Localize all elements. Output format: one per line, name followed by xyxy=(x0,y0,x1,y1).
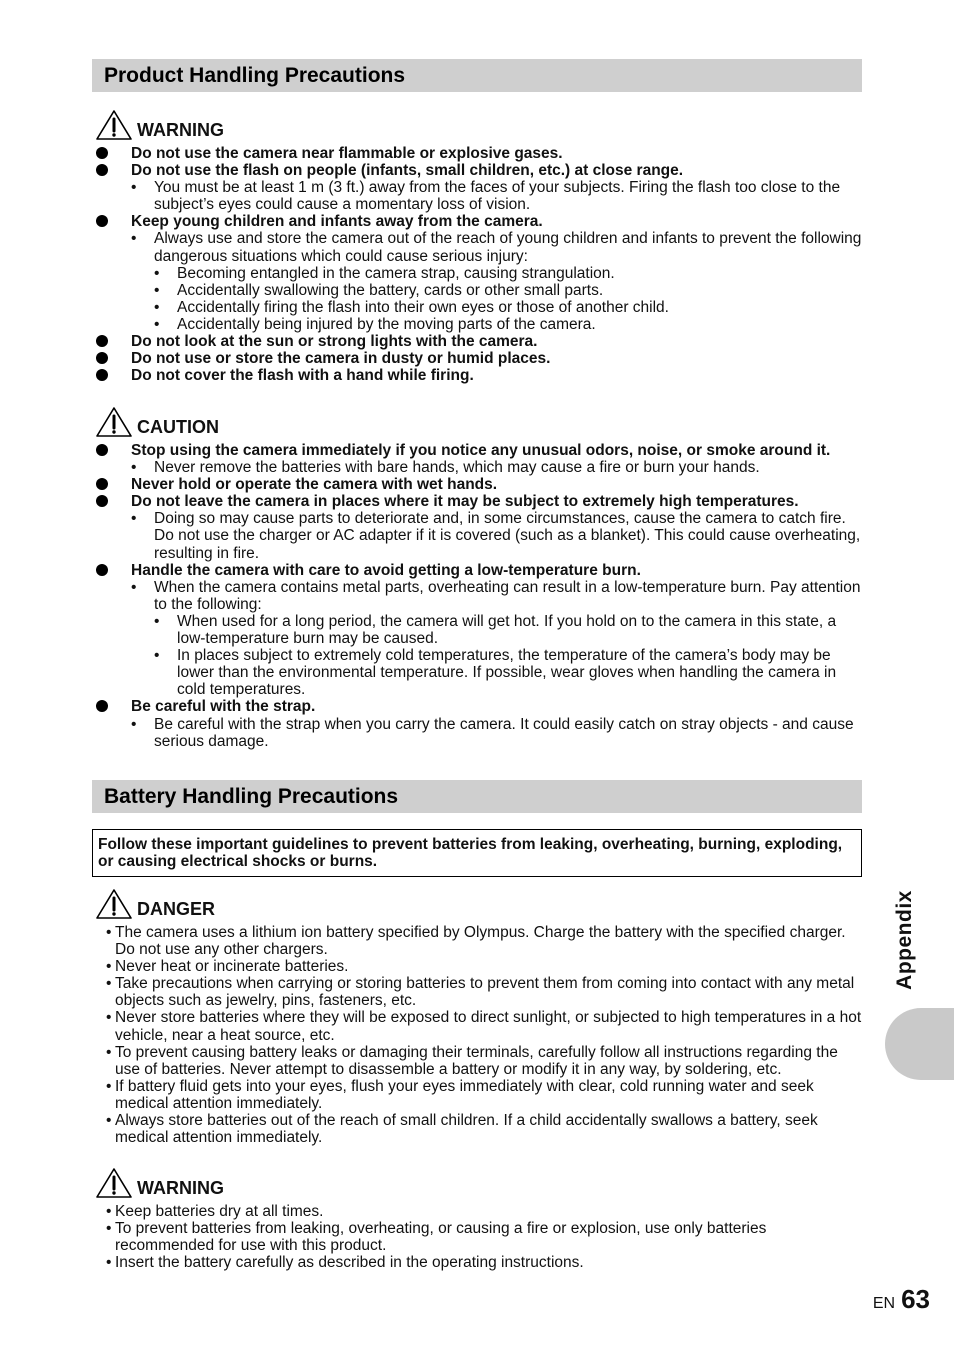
bold-item: Do not use the camera near flammable or explosive gases. xyxy=(95,145,863,162)
product-caution-block xyxy=(95,410,863,750)
sub-bullet-item: • Accidentally swallowing the battery, cards or other small parts. xyxy=(95,282,863,299)
list-item: • Always store batteries out of the reach of small children. If a child accidentally swallows a battery, seek medical attention immediately. xyxy=(95,1112,863,1146)
danger-triangle-icon xyxy=(95,888,133,920)
bold-item: Stop using the camera immediately if you notice any unusual odors, noise, or smoke around it. xyxy=(95,442,863,459)
language-code: EN xyxy=(872,1295,896,1312)
caution-list xyxy=(95,442,863,750)
bullet-item: • Doing so may cause parts to deteriorate and, in some circumstances, cause the camera to catch fire. Do not use the charger or AC adapter if it is covered (such as a blanket). This could cause overheating, resulting in fire. xyxy=(95,510,863,561)
list-item: • Never store batteries where they will be exposed to direct sunlight, or subjected to high temperatures in a hot vehicle, near a heat source, etc. xyxy=(95,1009,863,1043)
caution-triangle-icon xyxy=(95,406,133,438)
appendix-tab xyxy=(885,1008,954,1080)
appendix-side-label: Appendix xyxy=(893,890,916,990)
sub-bullet-item: • When used for a long period, the camera will get hot. If you hold on to the camera in this state, a low-temperature burn may be caused. xyxy=(95,613,863,647)
section-title-battery: Battery Handling Precautions xyxy=(92,780,862,813)
battery-warning-block xyxy=(95,1171,863,1271)
battery-warning-label: WARNING xyxy=(137,1178,224,1198)
bullet-item: • Always use and store the camera out of the reach of young children and infants to prevent the following dangerous situations which could cause serious injury: xyxy=(95,230,863,264)
danger-list xyxy=(95,924,863,1146)
warning-list xyxy=(95,145,863,384)
bullet-item: • Never remove the batteries with bare hands, which may cause a fire or burn your hands. xyxy=(95,459,863,476)
bold-item: Do not look at the sun or strong lights with the camera. xyxy=(95,333,863,350)
battery-danger-block xyxy=(95,892,863,1146)
warning-triangle-icon xyxy=(95,1167,133,1199)
caution-label: CAUTION xyxy=(137,417,219,437)
sub-bullet-item: • In places subject to extremely cold temperatures, the temperature of the camera’s body may be lower than the environmental temperature. If possible, wear gloves when handling the camera in cold temperatures. xyxy=(95,647,863,698)
bullet-item: • You must be at least 1 m (3 ft.) away from the faces of your subjects. Firing the flash too close to the subject’s eyes could cause a momentary loss of vision. xyxy=(95,179,863,213)
product-warning-block xyxy=(95,113,863,384)
page-number: 63 xyxy=(901,1284,930,1314)
battery-warning-header xyxy=(95,1171,863,1201)
list-item: • Never heat or incinerate batteries. xyxy=(95,958,863,975)
bullet-item: • Be careful with the strap when you carry the camera. It could easily catch on stray objects - and cause serious damage. xyxy=(95,716,863,750)
list-item: • To prevent causing battery leaks or damaging their terminals, carefully follow all instructions regarding the use of batteries. Never attempt to disassemble a battery or modify it in any way, by soldering, etc. xyxy=(95,1044,863,1078)
list-item: • Insert the battery carefully as described in the operating instructions. xyxy=(95,1254,863,1271)
bold-item: Do not use the flash on people (infants, small children, etc.) at close range. xyxy=(95,162,863,179)
list-item: • To prevent batteries from leaking, overheating, or causing a fire or explosion, use only batteries recommended for use with this product. xyxy=(95,1220,863,1254)
page-footer xyxy=(873,1284,930,1315)
warning-label: WARNING xyxy=(137,120,224,140)
warning-triangle-icon xyxy=(95,109,133,141)
section-title-product: Product Handling Precautions xyxy=(92,59,862,92)
list-item: • The camera uses a lithium ion battery specified by Olympus. Charge the battery with the specified charger. Do not use any other chargers. xyxy=(95,924,863,958)
caution-header xyxy=(95,410,863,440)
bold-item: Do not use or store the camera in dusty or humid places. xyxy=(95,350,863,367)
list-item: • Take precautions when carrying or storing batteries to prevent them from coming into contact with any metal objects such as jewelry, pins, fasteners, etc. xyxy=(95,975,863,1009)
bold-item: Do not cover the flash with a hand while firing. xyxy=(95,367,863,384)
danger-label: DANGER xyxy=(137,899,216,919)
bullet-item: • When the camera contains metal parts, overheating can result in a low-temperature burn. Pay attention to the following: xyxy=(95,579,863,613)
warning-header xyxy=(95,113,863,143)
danger-header xyxy=(95,892,863,922)
sub-bullet-item: • Becoming entangled in the camera strap, causing strangulation. xyxy=(95,265,863,282)
bold-item: Be careful with the strap. xyxy=(95,698,863,715)
bold-item: Handle the camera with care to avoid getting a low-temperature burn. xyxy=(95,562,863,579)
battery-warning-list xyxy=(95,1203,863,1271)
battery-guideline-note: Follow these important guidelines to prevent batteries from leaking, overheating, burning, exploding, or causing electrical shocks or burns. xyxy=(92,829,862,877)
list-item: • Keep batteries dry at all times. xyxy=(95,1203,863,1220)
bold-item: Do not leave the camera in places where it may be subject to extremely high temperatures. xyxy=(95,493,863,510)
sub-bullet-item: • Accidentally being injured by the moving parts of the camera. xyxy=(95,316,863,333)
bold-item: Never hold or operate the camera with wet hands. xyxy=(95,476,863,493)
bold-item: Keep young children and infants away from the camera. xyxy=(95,213,863,230)
sub-bullet-item: • Accidentally firing the flash into their own eyes or those of another child. xyxy=(95,299,863,316)
list-item: • If battery fluid gets into your eyes, flush your eyes immediately with clear, cold running water and seek medical attention immediately. xyxy=(95,1078,863,1112)
